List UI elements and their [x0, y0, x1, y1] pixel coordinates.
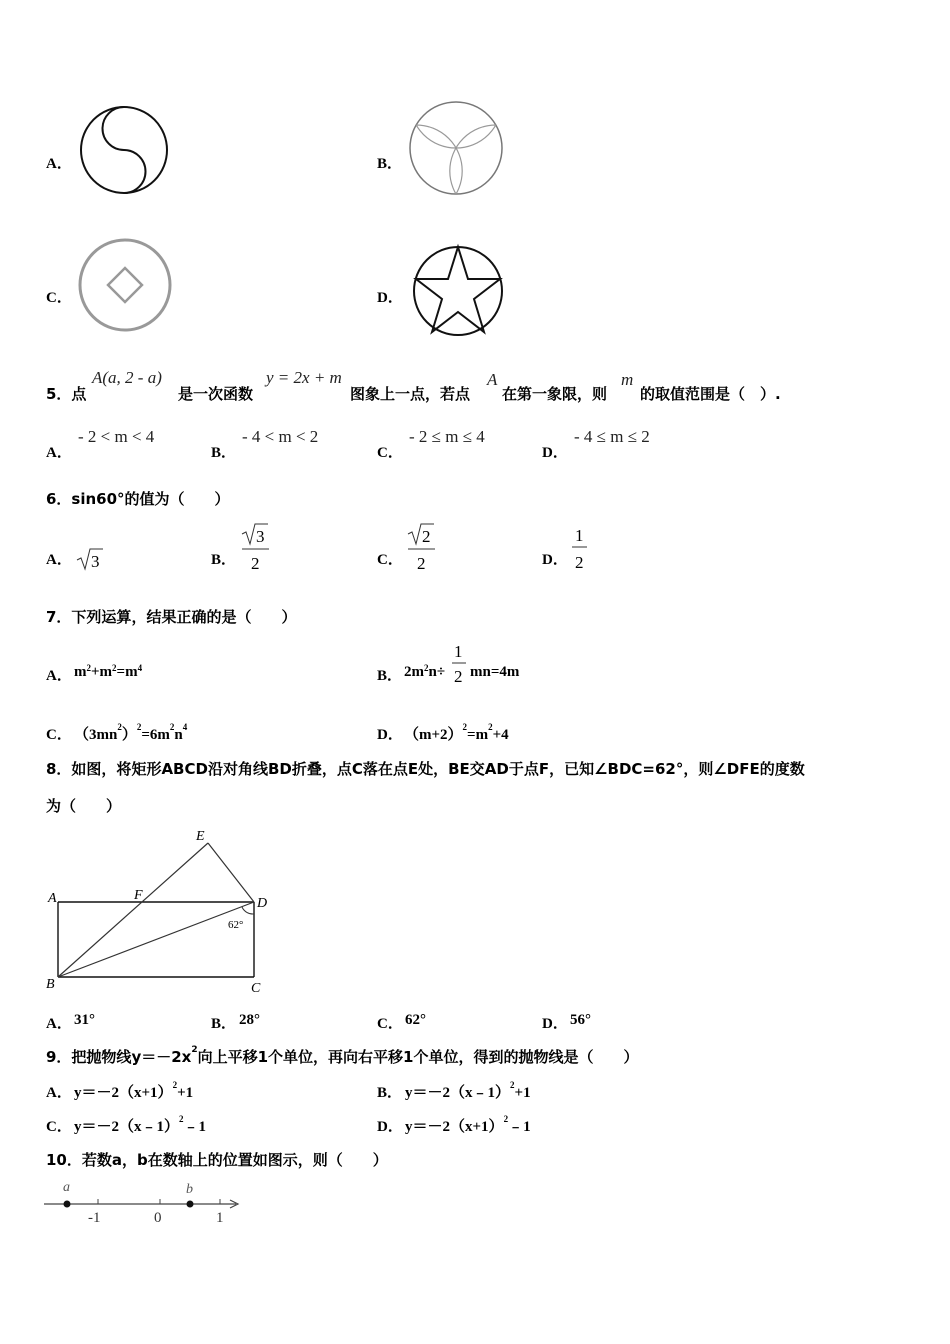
q6-option-b-den: 2 — [251, 554, 260, 573]
q5-option-b-value: - 4 < m < 2 — [242, 427, 319, 446]
q5-text-2: 图象上一点，若点 — [350, 385, 471, 403]
q6-option-c-label: C． — [377, 552, 403, 568]
q8-option-b-value: 28° — [239, 1012, 260, 1028]
q5-option-d-label: D． — [542, 445, 568, 461]
q10-stem: 10．若数a，b在数轴上的位置如图示，则（ ） — [46, 1151, 388, 1169]
q6-option-b-label: B． — [211, 552, 237, 568]
q5-option-a-label: A． — [46, 445, 72, 461]
q4-option-a-label: A． — [46, 156, 72, 172]
q9-option-c-value: y＝－2（x﹣1）$^2$﹣1 — [74, 1114, 207, 1135]
q8-label-f: F — [134, 888, 143, 903]
q9-option-d-label: D． — [377, 1119, 403, 1135]
q7-option-b-label: B． — [377, 668, 403, 684]
q7-option-c-value: $(3mn^2)^2=6m^2n^4$ — [74, 722, 188, 743]
q7-option-b-frac-num: 1 — [454, 642, 463, 661]
q7-option-c-label: C． — [46, 727, 72, 743]
q6-option-d-den: 2 — [575, 553, 584, 572]
q5-function-expr: y = 2x + m — [266, 368, 342, 387]
q7-option-b-frac-den: 2 — [454, 667, 463, 686]
q7-option-b-prefix: $2m^2n\div$ — [404, 663, 446, 680]
q10-tick-0: 0 — [154, 1210, 162, 1226]
q9-option-b-label: B． — [377, 1085, 403, 1101]
q6-option-c-fraction — [406, 520, 438, 576]
q5-point-expr: A(a, 2 - a) — [92, 368, 162, 387]
q8-option-c-value: 62° — [405, 1012, 426, 1028]
q8-angle-label: 62° — [228, 919, 244, 931]
q7-option-a-label: A． — [46, 668, 72, 684]
q8-label-d: D — [257, 896, 268, 911]
q7-option-b-fraction — [450, 640, 468, 688]
q5-text-3: 在第一象限，则 — [502, 385, 608, 403]
q5-text-end: 的取值范围是（ ）. — [640, 385, 781, 403]
q5-option-b-label: B． — [211, 445, 237, 461]
q5-option-a-value: - 2 < m < 4 — [78, 427, 155, 446]
q6-option-b-num: 3 — [256, 527, 265, 546]
q6-option-a-label: A． — [46, 552, 72, 568]
q10-tick-neg1: -1 — [88, 1210, 101, 1226]
q9-option-a-value: $y=-2(x+1)^2+1$ — [74, 1080, 194, 1101]
q6-option-b-fraction — [240, 520, 272, 576]
q10-number-line — [40, 1176, 244, 1226]
q5-option-c-value: - 2 ≤ m ≤ 4 — [409, 427, 485, 446]
q6-stem: 6．sin60°的值为（ ） — [46, 490, 230, 508]
q6-option-d-label: D． — [542, 552, 568, 568]
q8-label-b: B — [46, 977, 55, 992]
q9-option-b-value: y＝－2（x﹣1）$^2$+1 — [405, 1080, 531, 1101]
q6-option-d-num: 1 — [575, 526, 584, 545]
q7-option-a-value: $m^2+m^2=m^4$ — [74, 663, 143, 680]
q4-option-d-label: D． — [377, 290, 403, 306]
q8-option-d-label: D． — [542, 1016, 568, 1032]
q8-option-a-label: A． — [46, 1016, 72, 1032]
yin-yang-figure — [74, 100, 174, 200]
q5-option-c-label: C． — [377, 445, 403, 461]
q4-option-c-label: C． — [46, 290, 72, 306]
q9-option-c-label: C． — [46, 1119, 72, 1135]
three-petal-figure — [405, 98, 507, 198]
q8-stem-line2: 为（ ） — [46, 797, 122, 815]
point-b-dot — [187, 1201, 194, 1208]
q6-option-a-sqrt — [74, 545, 104, 573]
q10-label-a: a — [63, 1180, 70, 1195]
q8-label-e: E — [196, 829, 205, 844]
q6-option-a-radicand: 3 — [91, 552, 100, 571]
q7-option-b-tail: mn=4m — [470, 664, 520, 680]
q8-label-a: A — [48, 891, 57, 906]
q8-label-c: C — [251, 981, 261, 996]
q5-number: 5．点 — [46, 385, 87, 403]
q8-option-c-label: C． — [377, 1016, 403, 1032]
q6-option-c-den: 2 — [417, 554, 426, 573]
q10-label-b: b — [186, 1182, 193, 1197]
q5-point-a: A — [487, 370, 498, 389]
q8-rectangle-fold-figure — [42, 824, 274, 1000]
q7-stem: 7．下列运算，结果正确的是（ ） — [46, 608, 297, 626]
q6-option-d-fraction — [570, 523, 590, 573]
q7-option-d-value: $(m+2)^2=m^2+4$ — [404, 722, 509, 743]
q5-var-m: m — [621, 370, 634, 389]
q4-option-b-label: B． — [377, 156, 403, 172]
q6-option-c-num: 2 — [422, 527, 431, 546]
point-a-dot — [64, 1201, 71, 1208]
q9-option-a-label: A． — [46, 1085, 72, 1101]
star-in-circle-figure — [410, 243, 508, 339]
q8-stem-line1: 8．如图，将矩形ABCD沿对角线BD折叠，点C落在点E处，BE交AD于点F，已知∠BDC=62°，则∠DFE的度数 — [46, 760, 805, 778]
q5-option-d-value: - 4 ≤ m ≤ 2 — [574, 427, 650, 446]
q9-stem: 9．把抛物线$y=-2x^2$向上平移1个单位，再向右平移1个单位，得到的抛物线是（ ） — [46, 1045, 639, 1066]
q9-option-d-value: $y=-2(x+1)^2﹣1$ — [405, 1114, 531, 1135]
q10-tick-1: 1 — [216, 1210, 224, 1226]
coin-figure — [74, 233, 176, 335]
q8-option-b-label: B． — [211, 1016, 237, 1032]
q7-option-d-label: D． — [377, 727, 403, 743]
q8-option-d-value: 56° — [570, 1012, 591, 1028]
q8-option-a-value: 31° — [74, 1012, 95, 1028]
q5-text-1: 是一次函数 — [178, 385, 254, 403]
